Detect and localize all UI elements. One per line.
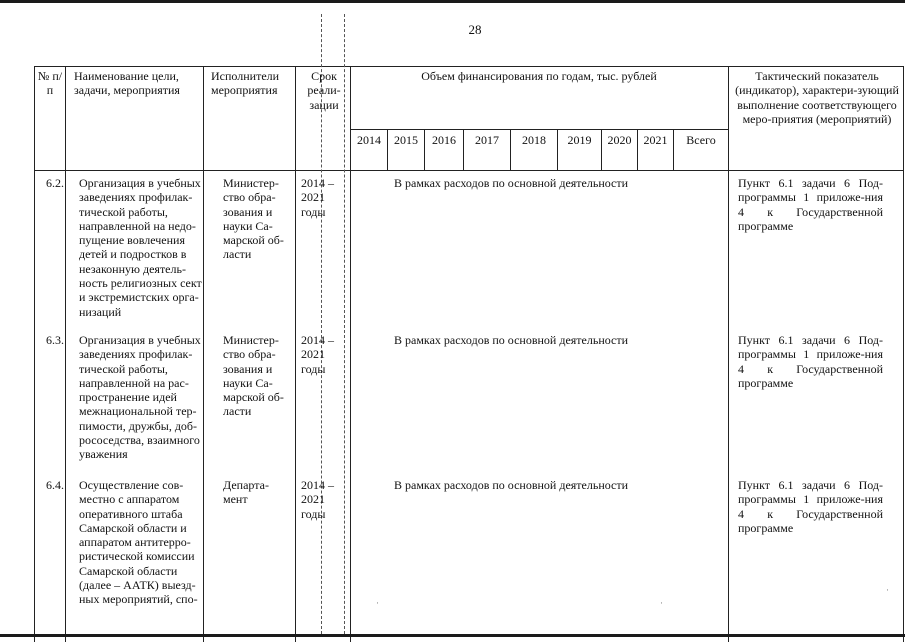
year-label: 2020 xyxy=(607,133,632,147)
table-top-border xyxy=(34,66,904,67)
row-funding: В рамках расходов по основной деятельности xyxy=(394,333,629,347)
scan-speck: · xyxy=(660,598,663,608)
page-number: 28 xyxy=(468,22,482,37)
year-label: 2016 xyxy=(432,133,456,147)
row-term: 2014 – 2021 годы xyxy=(301,176,334,219)
row-indicator: Пункт 6.1 задачи 6 Под-программы 1 приложе-ния 4 к Государственной программе xyxy=(738,478,883,535)
header-indicator: Тактический показатель (индикатор), характери-зующий выполнение соответствующего меро-приятия (мероприятий) xyxy=(735,69,899,126)
row-number: 6.2. xyxy=(46,176,64,190)
row-indicator: Пункт 6.1 задачи 6 Под-программы 1 приложе-ния 4 к Государственной программе xyxy=(738,176,883,233)
row-executor: Департа-мент xyxy=(223,478,269,507)
scan-speck: · xyxy=(886,585,889,595)
header-executors: Исполнители мероприятия xyxy=(211,69,280,98)
row-name: Организация в учебных заведениях профилак-тической работы, направленной на недо-пущение вовлечения детей и подростков в незаконную деятель-ность религиозных сект и экстремистских орга-низаций xyxy=(79,176,202,319)
row-number: 6.4. xyxy=(46,478,64,492)
row-name: Организация в учебных заведениях профилак-тической работы, направленной на рас-пространение идей межнациональной тер-пимости, дружбы, доб-рососедства, взаимного уважения xyxy=(79,333,201,462)
row-indicator: Пункт 6.1 задачи 6 Под-программы 1 приложе-ния 4 к Государственной программе xyxy=(738,333,883,390)
row-funding: В рамках расходов по основной деятельности xyxy=(394,478,629,492)
row-executor: Министер-ство обра-зования и науки Са-марской об-ласти xyxy=(223,333,284,419)
header-term: Срок реали-зации xyxy=(307,69,341,112)
header-name: Наименование цели, задачи, мероприятия xyxy=(74,69,180,98)
funding-years-divider xyxy=(350,129,728,130)
year-label: 2015 xyxy=(394,133,418,147)
col-divider-name xyxy=(203,66,204,642)
row-term: 2014 – 2021 годы xyxy=(301,478,334,521)
col-divider-term xyxy=(350,66,351,642)
row-number: 6.3. xyxy=(46,333,64,347)
year-label: 2019 xyxy=(567,133,592,147)
year-label: Всего xyxy=(686,133,716,147)
row-funding: В рамках расходов по основной деятельности xyxy=(394,176,629,190)
row-term: 2014 – 2021 годы xyxy=(301,333,334,376)
header-funding: Объем финансирования по годам, тыс. рублей xyxy=(421,69,657,83)
header-bottom-border xyxy=(34,170,904,171)
bottom-border-rule xyxy=(0,634,905,637)
col-divider-funding xyxy=(728,66,729,642)
table-border-left xyxy=(34,66,35,642)
col-divider-num xyxy=(65,66,66,642)
scan-speck: · xyxy=(376,598,379,608)
year-label: 2018 xyxy=(522,133,546,147)
year-label: 2014 xyxy=(357,133,381,147)
table-border-right xyxy=(903,66,904,642)
col-divider-exec xyxy=(295,66,296,642)
header-num: № п/п xyxy=(37,69,63,98)
row-executor: Министер-ство обра-зования и науки Са-марской об-ласти xyxy=(223,176,284,262)
top-border-rule xyxy=(0,0,905,3)
year-label: 2017 xyxy=(475,133,499,147)
year-label: 2021 xyxy=(643,133,668,147)
row-name: Осуществление сов-местно с аппаратом оперативного штаба Самарской области и аппаратом антитерро-ристической комиссии Самарской области (далее – ААТК) выезд-ных мероприятий, спо- xyxy=(79,478,198,607)
